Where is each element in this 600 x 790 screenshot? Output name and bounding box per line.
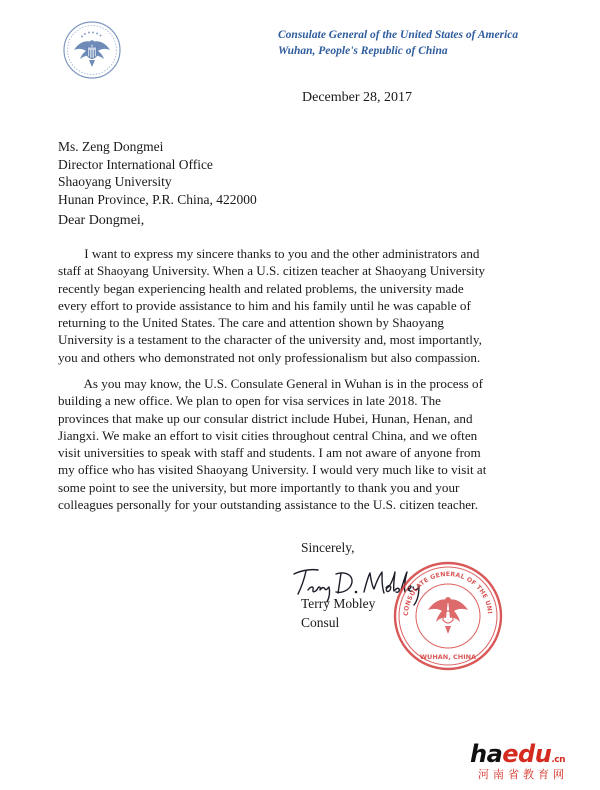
watermark-logo-part2: edu [502,740,552,768]
watermark-logo [470,740,565,768]
body-paragraph-2 [58,375,528,513]
svg-text:WUHAN, CHINA: WUHAN, CHINA [419,653,477,661]
letterhead-line-1: Consulate General of the United States of America [278,29,519,41]
svg-text:CONSULATE GENERAL OF THE UNITE: CONSULATE GENERAL OF THE UNI [402,570,493,617]
recipient-title: Director International Office [58,156,213,172]
recipient-location: Hunan Province, P.R. China, 422000 [58,191,257,207]
watermark-subtitle: 河南省教育网 [478,768,568,781]
paragraph-line: colleagues personally for your outstanding assistance to the U.S. citizen teacher. [58,497,478,513]
closing: Sincerely, [301,540,355,555]
haedu-watermark [470,740,592,784]
paragraph-line: provinces that make up our consular district include Hubei, Hunan, Henan, and [58,410,473,426]
watermark-logo-suffix: .cn [551,755,565,765]
salutation: Dear Dongmei, [58,213,145,228]
paragraph-line: my office who has visited Shaoyang University. I would very much like to visit at [58,462,487,478]
signer-name: Terry Mobley [301,596,376,611]
paragraph-line: I want to express my sincere thanks to you and the other administrators and [58,246,480,261]
paragraph-line: every effort to provide assistance to him and his family until he was capable of [58,297,471,313]
paragraph-line: you and others who demonstrated not only professionalism but also compassion. [58,349,481,365]
paragraph-line: returning to the United States. The care and attention shown by Shaoyang [58,315,444,331]
signer-title: Consul [301,615,340,630]
paragraph-line: Jiangxi. We make an effort to visit cities throughout central China, and we often [58,427,478,443]
us-great-seal-icon [62,20,122,80]
watermark-logo-part1: ha [470,740,503,768]
paragraph-line: staff at Shaoyang University. When a U.S. citizen teacher at Shaoyang University [58,263,486,279]
recipient-name: Ms. Zeng Dongmei [58,139,164,154]
consulate-stamp [392,560,504,672]
letterhead-line-2: Wuhan, People's Republic of China [278,45,448,57]
body-paragraph-1 [58,245,528,366]
paragraph-line: some point to see the university, but more importantly to thank you and your [58,479,460,495]
recipient-address [58,138,257,208]
paragraph-line: recently began experiencing health and related problems, the university made [58,280,464,296]
paragraph-line: visit universities to speak with staff and students. I am not aware of anyone from [58,445,481,461]
paragraph-line: University is a testament to the character of the university and, most importantly, [58,332,482,348]
letterhead [278,27,578,59]
paragraph-line: As you may know, the U.S. Consulate General in Wuhan is in the process of [58,376,483,391]
letter-date: December 28, 2017 [302,90,413,105]
recipient-organization: Shaoyang University [58,174,172,189]
paragraph-line: building a new office. We plan to open for visa services in late 2018. The [58,393,441,409]
